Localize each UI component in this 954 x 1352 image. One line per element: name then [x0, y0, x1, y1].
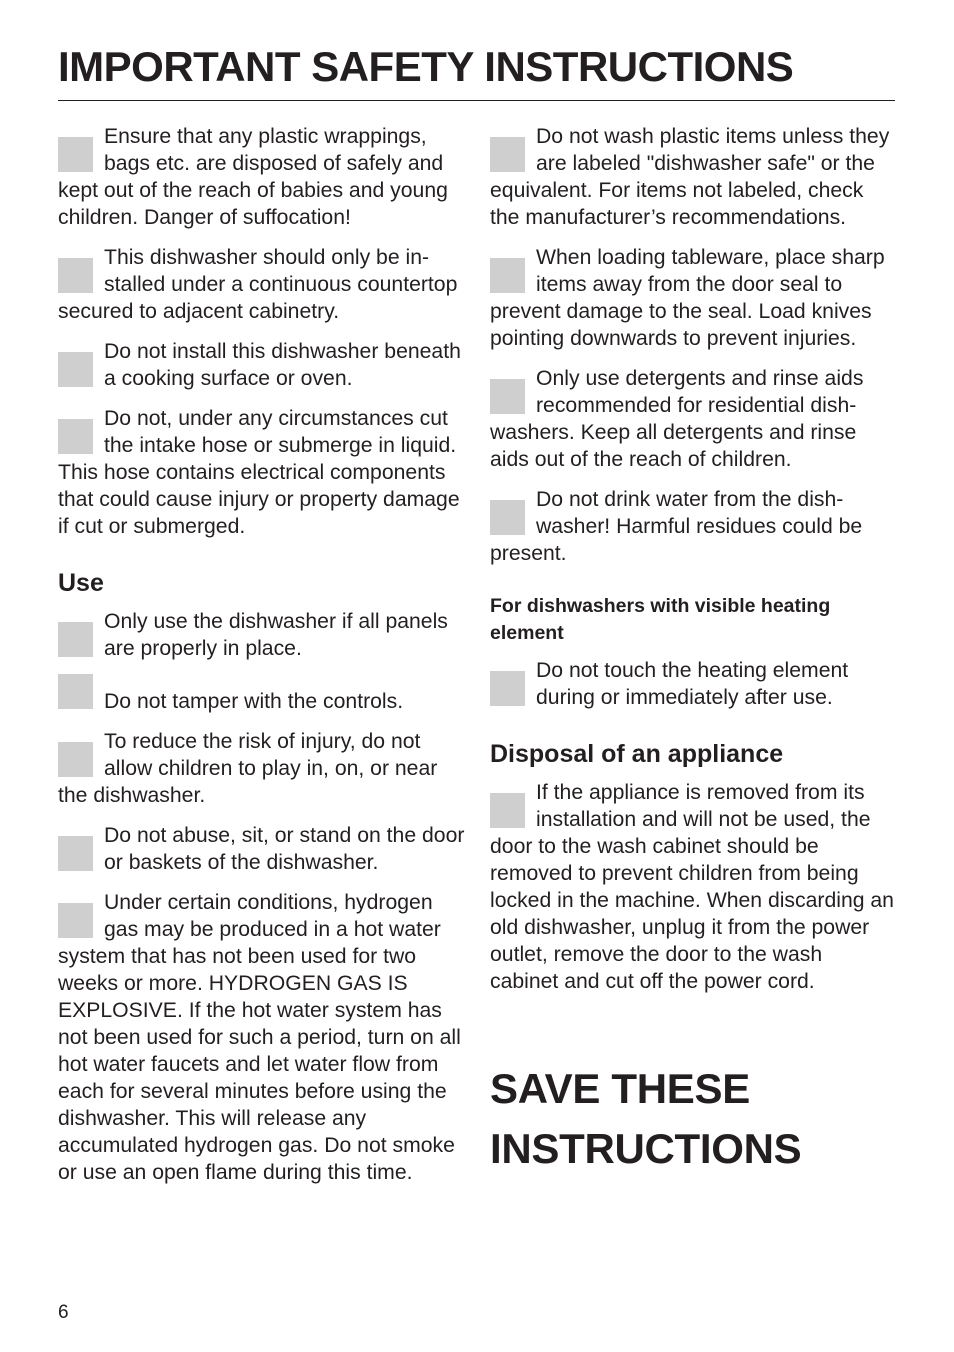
title-rule [58, 100, 895, 101]
safety-item-text: Under certain conditions, hydrogen gas may be produced in a hot water system that has not been used for two weeks or more. HYDROGEN GAS IS EXPLOSIVE. If the hot water system has not been used for such a period, turn on all hot water faucets and let water flow from each for several minutes before using the dishwasher. This will release any accumulated hydrogen gas. Do not smoke or use an open flame during this time. [58, 891, 461, 1184]
safety-item [58, 405, 466, 540]
bullet-square-icon [490, 671, 525, 706]
safety-item-text: Do not install this dishwasher beneath a cooking surface or oven. [104, 340, 461, 390]
bullet-square-icon [58, 674, 93, 709]
safety-item [490, 244, 895, 352]
safety-item-text: If the appliance is removed from its installation and will not be used, the door to the wash cabinet should be removed to prevent children from being locked in the machine. When discarding an old dishwasher, unplug it from the power outlet, remove the door to the wash cabinet and cut off the power cord. [490, 781, 894, 993]
safety-item-text: Only use the dishwasher if all panels are properly in place. [104, 610, 448, 660]
safety-item-text: This dishwasher should only be installed under a continuous countertop secured to adjacent cabinetry. [58, 246, 458, 323]
safety-item-text: Do not wash plastic items unless they are labeled "dishwasher safe" or the equivalent. For items not labeled, check the manufacturer’s recommendations. [490, 125, 890, 229]
bullet-square-icon [58, 836, 93, 871]
right-column [490, 123, 895, 1179]
safety-item [490, 486, 895, 567]
heating-element-heading: For dishwashers with visible heating element [490, 595, 831, 644]
disposal-heading: Disposal of an appliance [490, 740, 784, 768]
safety-item [490, 779, 895, 995]
safety-item [58, 688, 466, 715]
safety-item-text: To reduce the risk of injury, do not allow children to play in, on, or near the dishwasher. [58, 730, 438, 807]
safety-item [490, 365, 895, 473]
safety-item-text: Do not, under any circumstances cut the intake hose or submerge in liquid. This hose contains electrical components that could cause injury or property damage if cut or submerged. [58, 407, 460, 538]
safety-item [58, 822, 466, 876]
left-column [58, 123, 466, 1199]
page-number: 6 [58, 1302, 69, 1323]
safety-item [490, 123, 895, 231]
bullet-square-icon [58, 622, 93, 657]
use-heading: Use [58, 569, 104, 597]
safety-item [490, 657, 895, 711]
bullet-square-icon [490, 379, 525, 414]
safety-item-text: Do not drink water from the dishwasher! Harmful residues could be present. [490, 488, 863, 565]
safety-item [58, 608, 466, 662]
safety-item-text: Do not touch the heating element during or immediately after use. [536, 659, 849, 709]
bullet-square-icon [490, 137, 525, 172]
safety-item-text: Do not tamper with the controls. [104, 690, 404, 713]
safety-item [58, 889, 466, 1186]
bullet-square-icon [58, 903, 93, 938]
bullet-square-icon [58, 258, 93, 293]
safety-item [58, 244, 466, 325]
safety-item-text: Ensure that any plastic wrappings, bags etc. are disposed of safely and kept out of the reach of babies and young children. Danger of suffocation! [58, 125, 448, 229]
bullet-square-icon [490, 793, 525, 828]
safety-item [58, 728, 466, 809]
safety-item-text: Do not abuse, sit, or stand on the door or baskets of the dishwasher. [104, 824, 465, 874]
bullet-square-icon [58, 419, 93, 454]
bullet-square-icon [58, 352, 93, 387]
bullet-square-icon [58, 742, 93, 777]
safety-item [58, 123, 466, 231]
safety-item-text: Only use detergents and rinse aids recommended for residential dishwashers. Keep all detergents and rinse aids out of the reach of children. [490, 367, 864, 471]
safety-item [58, 338, 466, 392]
save-instructions-heading: SAVE THESE INSTRUCTIONS [490, 1065, 802, 1172]
bullet-square-icon [490, 258, 525, 293]
bullet-square-icon [58, 137, 93, 172]
bullet-square-icon [490, 500, 525, 535]
page-title: IMPORTANT SAFETY INSTRUCTIONS [58, 43, 794, 90]
safety-item-text: When loading tableware, place sharp items away from the door seal to prevent damage to the seal. Load knives pointing downwards to prevent injuries. [490, 246, 885, 350]
